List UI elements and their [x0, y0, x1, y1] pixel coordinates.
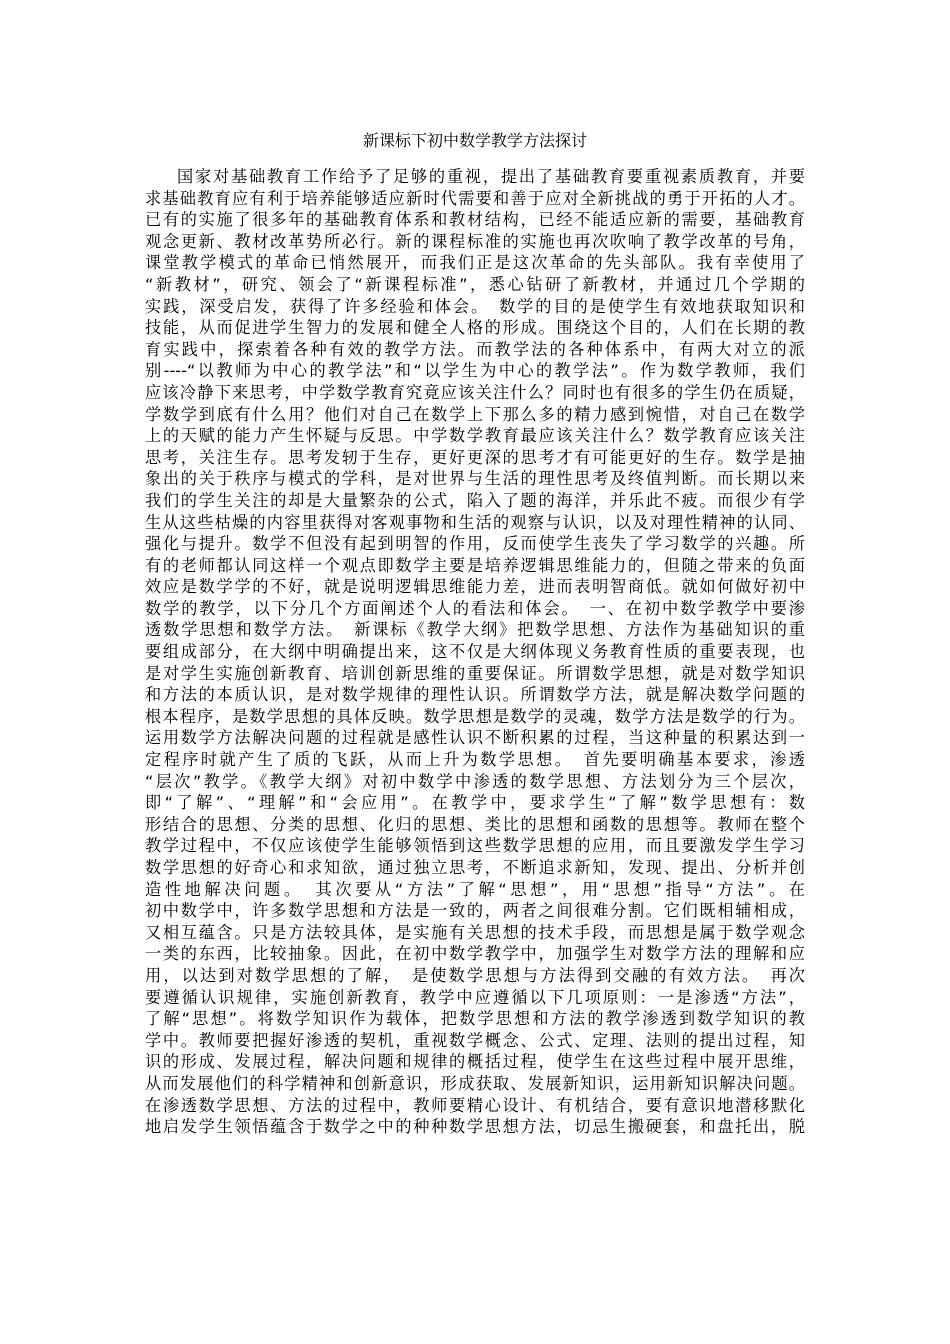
text-line: 地启发学生领悟蕴含于数学之中的种种数学思想方法，切忌生搬硬套，和盘托出，脱 — [145, 1117, 805, 1137]
text-line: 象出的关于秩序与模式的学科，是对世界与生活的理性思考及终值判断。而长期以来 — [145, 469, 805, 489]
text-line: 用，以达到对数学思想的了解， 是使数学思想与方法得到交融的有效方法。 再次 — [145, 965, 805, 985]
text-line: 在渗透数学思想、方法的过程中，教师要精心设计、有机结合，要有意识地潜移默化 — [145, 1095, 805, 1115]
text-line: 强化与提升。数学不但没有起到明智的作用，反而使学生丧失了学习数学的兴趣。所 — [145, 534, 805, 554]
text-line: 形结合的思想、分类的思想、化归的思想、类比的思想和函数的思想等。教师在整个 — [145, 814, 805, 834]
text-line: 观念更新、教材改革势所必行。新的课程标准的实施也再次吹响了教学改革的号角， — [145, 231, 805, 251]
text-line: 学数学到底有什么用？他们对自己在数学上下那么多的精力感到惋惜，对自己在数学 — [145, 404, 805, 424]
text-line: “新教材”，研究、领会了“新课程标准”，悉心钻研了新教材，并通过几个学期的 — [145, 274, 805, 294]
text-line: 数学思想的好奇心和求知欲，通过独立思考，不断追求新知，发现、提出、分析并创 — [145, 858, 805, 877]
text-line: 上的天赋的能力产生怀疑与反思。中学数学教育最应该关注什么？数学教育应该关注 — [145, 426, 805, 446]
text-line: 已有的实施了很多年的基础教育体系和教材结构，已经不能适应新的需要，基础教育 — [145, 210, 805, 230]
text-line: 要组成部分，在大纲中明确提出来，这不仅是大纲体现义务教育性质的重要表现，也 — [145, 642, 805, 662]
text-line: 即“了解”、“理解”和“会应用”。在教学中，要求学生“了解”数学思想有：数 — [145, 793, 805, 813]
text-line: 数学的教学，以下分几个方面阐述个人的看法和体会。 一、在初中数学教学中要渗 — [145, 598, 805, 618]
text-line: 初中数学中，许多数学思想和方法是一致的，两者之间很难分割。它们既相辅相成， — [145, 901, 805, 921]
text-line: 我们的学生关注的却是大量繁杂的公式，陷入了题的海洋，并乐此不疲。而很少有学 — [145, 490, 805, 510]
text-line: 效应是数学学的不好，就是说明逻辑思维能力差，进而表明智商低。就如何做好初中 — [145, 577, 805, 597]
text-line: 了解“思想”。将数学知识作为载体，把数学思想和方法的教学渗透到数学知识的教 — [145, 1009, 805, 1029]
text-line: 识的形成、发展过程，解决问题和规律的概括过程，使学生在这些过程中展开思维， — [145, 1052, 805, 1072]
document-title: 新课标下初中数学教学方法探讨 — [362, 131, 587, 150]
text-line: 一类的东西，比较抽象。因此，在初中数学教学中，加强学生对数学方法的理解和应 — [145, 944, 805, 964]
text-line: 生从这些枯燥的内容里获得对客观事物和生活的观察与认识，以及对理性精神的认同、 — [145, 512, 805, 532]
text-line: 国家对基础教育工作给予了足够的重视，提出了基础教育要重视素质教育，并要 — [177, 167, 805, 186]
text-line: 要遵循认识规律，实施创新教育，教学中应遵循以下几项原则：一是渗透“方法”， — [145, 987, 805, 1007]
text-line: 有的老师都认同这样一个观点即数学主要是培养逻辑思维能力的，但随之带来的负面 — [145, 555, 805, 575]
document-body — [145, 166, 805, 1138]
text-line: 是对学生实施创新教育、培训创新思维的重要保证。所谓数学思想，就是对数学知识 — [145, 663, 805, 683]
text-line: 应该冷静下来思考，中学数学教育究竟应该关注什么？同时也有很多的学生仍在质疑， — [145, 382, 805, 402]
text-line: 学中。教师要把握好渗透的契机，重视数学概念、公式、定理、法则的提出过程，知 — [145, 1030, 805, 1050]
text-line: 和方法的本质认识，是对数学规律的理性认识。所谓数学方法，就是解决数学问题的 — [145, 685, 805, 705]
text-line: 根本程序，是数学思想的具体反映。数学思想是数学的灵魂，数学方法是数学的行为。 — [145, 706, 805, 726]
text-line: 透数学思想和数学方法。 新课标《教学大纲》把数学思想、方法作为基础知识的重 — [145, 620, 805, 640]
text-line: 运用数学方法解决问题的过程就是感性认识不断积累的过程，当这种量的积累达到一 — [145, 728, 805, 748]
text-line: 育实践中，探索着各种有效的教学方法。而教学法的各种体系中，有两大对立的派 — [145, 339, 805, 359]
text-line: 实践，深受启发，获得了许多经验和体会。 数学的目的是使学生有效地获取知识和 — [145, 296, 805, 316]
text-line: 造性地解决问题。 其次要从“方法”了解“思想”，用“思想”指导“方法”。在 — [145, 879, 805, 899]
text-line: 别----“以教师为中心的教学法”和“以学生为中心的教学法”。作为数学教师，我们 — [145, 361, 805, 381]
text-line: 教学过程中，不仅应该使学生能够领悟到这些数学思想的应用，而且要激发学生学习 — [145, 836, 805, 856]
text-line: 定程序时就产生了质的飞跃，从而上升为数学思想。 首先要明确基本要求，渗透 — [145, 750, 805, 770]
text-line: 技能，从而促进学生智力的发展和健全人格的形成。围绕这个目的，人们在长期的教 — [145, 318, 805, 338]
text-line: 思考，关注生存。思考发轫于生存，更好更深的思考才有可能更好的生存。数学是抽 — [145, 447, 805, 467]
text-line: 课堂教学模式的革命已悄然展开，而我们正是这次革命的先头部队。我有幸使用了 — [145, 253, 805, 273]
text-line: 从而发展他们的科学精神和创新意识，形成获取、发展新知识，运用新知识解决问题。 — [145, 1073, 805, 1093]
text-line: 又相互蕴含。只是方法较具体，是实施有关思想的技术手段，而思想是属于数学观念 — [145, 922, 805, 942]
text-line: 求基础教育应有利于培养能够适应新时代需要和善于应对全新挑战的勇于开拓的人才。 — [145, 188, 805, 208]
text-line: “层次”教学。《教学大纲》对初中数学中渗透的数学思想、方法划分为三个层次， — [145, 771, 805, 791]
